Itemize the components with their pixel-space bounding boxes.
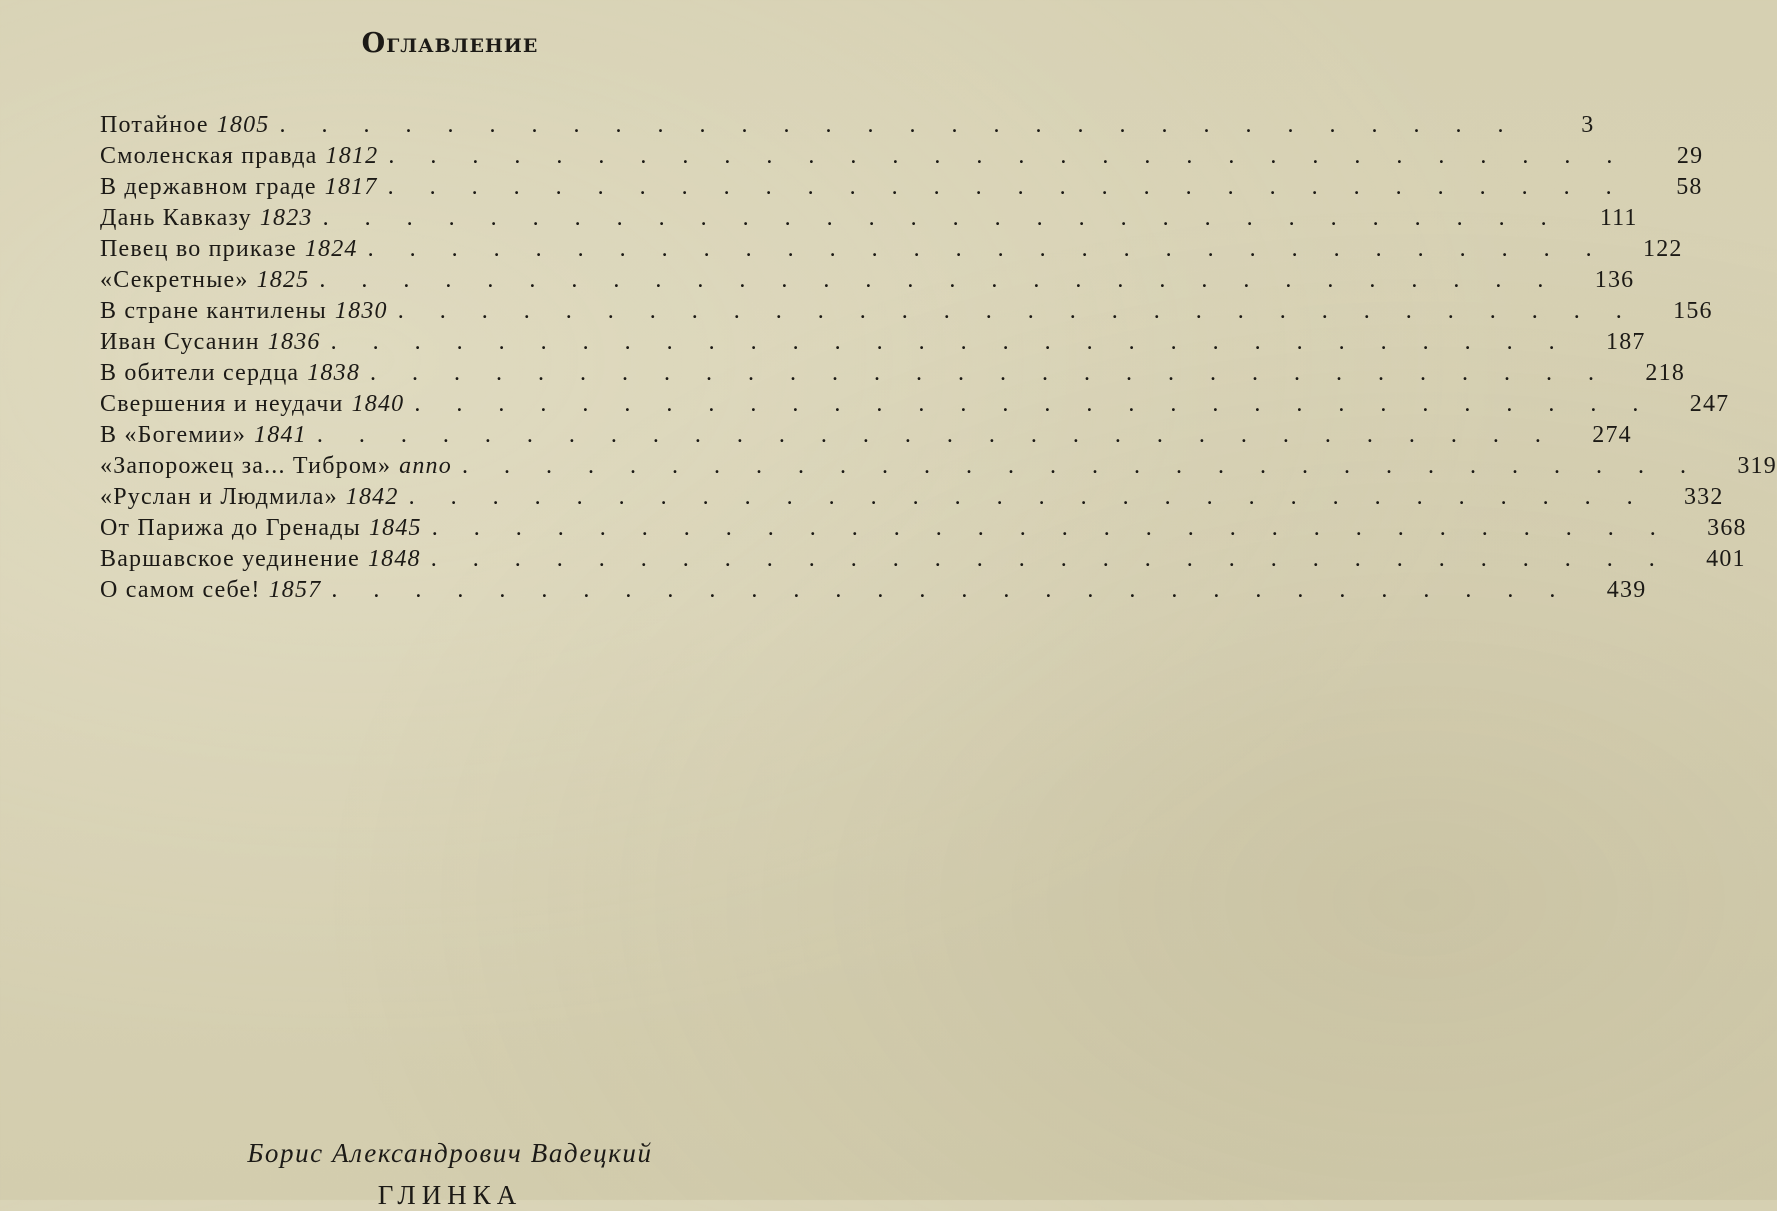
toc-entry-page: 122 <box>1643 236 1683 262</box>
dot-leader: . . . . . . . . . . . . . . . . . . . . . . . . . . . . . . <box>430 546 1670 572</box>
toc-entry-page: 156 <box>1673 298 1713 324</box>
toc-entry-title: В «Богемии» <box>100 422 247 448</box>
author-name: Борис Александрович Вадецкий <box>247 1138 653 1168</box>
toc-entry-title: Свершения и неудачи <box>100 391 344 417</box>
toc-entry-year: 1825 <box>256 267 310 293</box>
toc-entry-page: 332 <box>1683 484 1724 510</box>
dot-leader: . . . . . . . . . . . . . . . . . . . . . . . . . . . . . . <box>322 205 1562 231</box>
toc-entry-year: 1840 <box>351 391 405 417</box>
dot-leader: . . . . . . . . . . . . . . . . . . . . . . . . . . . . . . <box>387 174 1627 200</box>
toc-entry <box>100 236 1683 267</box>
toc-entry <box>100 267 1635 298</box>
toc-entry <box>100 577 1647 608</box>
table-of-contents <box>100 112 1777 608</box>
toc-entry <box>100 112 1595 143</box>
toc-entry-page: 187 <box>1606 329 1646 355</box>
toc-entry <box>100 174 1703 205</box>
toc-entry-page: 319 <box>1737 453 1777 479</box>
toc-entry <box>100 298 1713 329</box>
toc-entry-title: Варшавское уединение <box>100 546 360 572</box>
toc-entry <box>100 515 1747 546</box>
dot-leader: . . . . . . . . . . . . . . . . . . . . . . . . . . . . . . <box>431 515 1671 541</box>
toc-entry-page: 274 <box>1592 422 1632 448</box>
toc-entry-page: 218 <box>1645 360 1686 386</box>
toc-entry-year: 1823 <box>259 205 313 231</box>
toc-entry-year: 1824 <box>304 236 358 262</box>
dot-leader: . . . . . . . . . . . . . . . . . . . . . . . . . . . . . . <box>279 112 1519 138</box>
book-title: ГЛИНКА <box>377 1180 523 1210</box>
toc-entry <box>100 391 1730 422</box>
toc-entry-year: 1857 <box>268 577 322 603</box>
toc-entry-title: От Парижа до Гренады <box>100 515 361 541</box>
toc-entry <box>100 329 1646 360</box>
toc-entry <box>100 205 1638 236</box>
toc-entry-title: «Запорожец за... Тибром» <box>100 453 392 479</box>
toc-entry-page: 111 <box>1599 205 1638 231</box>
toc-entry-title: В державном граде <box>100 174 317 200</box>
toc-entry-year: 1841 <box>254 422 307 448</box>
toc-entry-title: «Секретные» <box>100 267 249 293</box>
toc-entry-page: 58 <box>1676 174 1703 200</box>
dot-leader: . . . . . . . . . . . . . . . . . . . . . . . . . . . . . . <box>367 236 1607 262</box>
dot-leader: . . . . . . . . . . . . . . . . . . . . . . . . . . . . . . <box>388 143 1628 169</box>
toc-entry-title: Иван Сусанин <box>100 329 260 355</box>
toc-entry <box>100 422 1632 453</box>
toc-entry-year: 1842 <box>345 484 399 510</box>
toc-entry-page: 136 <box>1594 267 1635 293</box>
toc-entry-year: 1812 <box>325 143 379 169</box>
dot-leader: . . . . . . . . . . . . . . . . . . . . . . . . . . . . . . <box>330 329 1570 355</box>
toc-entry-page: 368 <box>1707 515 1747 541</box>
toc-entry-year: 1848 <box>367 546 421 572</box>
toc-entry-page: 401 <box>1706 546 1746 572</box>
toc-entry-year: 1838 <box>307 360 361 386</box>
toc-entry <box>100 453 1777 484</box>
toc-entry-title: Певец во приказе <box>100 236 297 262</box>
toc-entry-page: 439 <box>1606 577 1647 603</box>
toc-entry-year: 1836 <box>267 329 321 355</box>
toc-entry-title: В стране кантилены <box>100 298 327 324</box>
toc-entry-page: 247 <box>1689 391 1730 417</box>
toc-entry-title: «Руслан и Людмила» <box>100 484 338 510</box>
toc-entry-title: О самом себе! <box>100 577 261 603</box>
toc-entry-title: Потайное <box>100 112 209 138</box>
toc-entry-year: 1830 <box>334 298 388 324</box>
toc-entry <box>100 360 1686 391</box>
toc-entry-year: 1805 <box>216 112 270 138</box>
dot-leader: . . . . . . . . . . . . . . . . . . . . . . . . . . . . . . <box>319 267 1559 293</box>
dot-leader: . . . . . . . . . . . . . . . . . . . . . . . . . . . . . . <box>408 484 1648 510</box>
toc-entry-title: Дань Кавказу <box>100 205 252 231</box>
toc-entry-page: 29 <box>1676 143 1704 169</box>
dot-leader: . . . . . . . . . . . . . . . . . . . . . . . . . . . . . . <box>414 391 1654 417</box>
toc-heading: Оглавление <box>361 28 539 59</box>
dot-leader: . . . . . . . . . . . . . . . . . . . . . . . . . . . . . . <box>370 360 1610 386</box>
toc-entry-title: В обители сердца <box>100 360 300 386</box>
toc-entry <box>100 546 1746 577</box>
toc-entry <box>100 484 1724 515</box>
dot-leader: . . . . . . . . . . . . . . . . . . . . . . . . . . . . . . <box>397 298 1637 324</box>
toc-entry-page: 3 <box>1581 112 1595 138</box>
toc-entry-year: anno <box>399 453 452 479</box>
toc-entry <box>100 143 1704 174</box>
dot-leader: . . . . . . . . . . . . . . . . . . . . . . . . . . . . . . <box>461 453 1701 479</box>
toc-entry-year: 1817 <box>324 174 378 200</box>
toc-entry-year: 1845 <box>368 515 422 541</box>
toc-entry-title: Смоленская правда <box>100 143 318 169</box>
dot-leader: . . . . . . . . . . . . . . . . . . . . . . . . . . . . . . <box>331 577 1571 603</box>
dot-leader: . . . . . . . . . . . . . . . . . . . . . . . . . . . . . . <box>316 422 1556 448</box>
